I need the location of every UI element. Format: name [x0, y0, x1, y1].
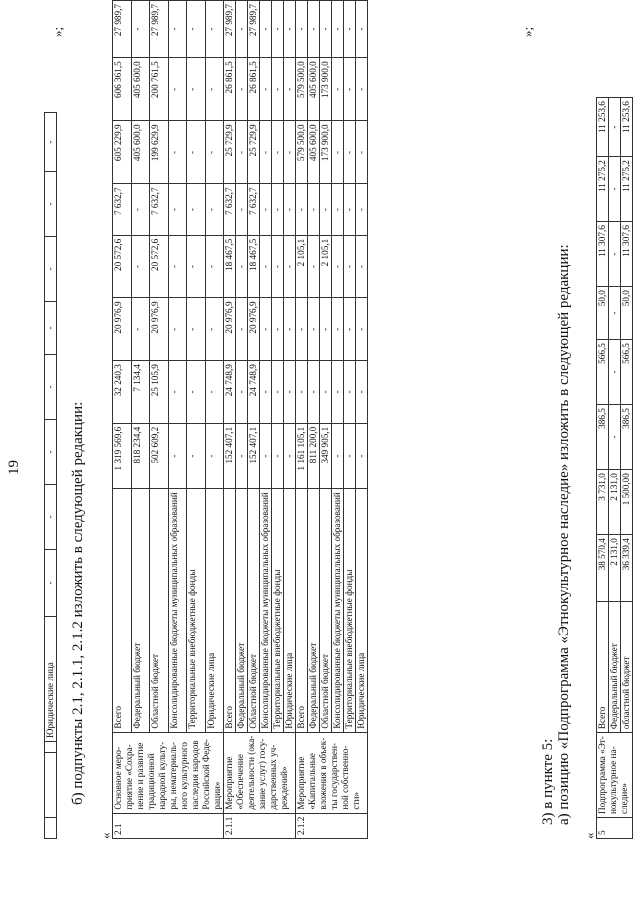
value-cell: -	[356, 423, 368, 489]
value-cell: -	[131, 184, 150, 235]
value-cell: -	[168, 423, 187, 489]
value-cell: -	[609, 157, 621, 222]
value-cell: 18 467,5	[248, 235, 260, 298]
value-cell: -	[344, 235, 356, 298]
top-table	[44, 112, 57, 839]
value-cell: 25 729,9	[248, 121, 260, 184]
table-row	[168, 1, 187, 839]
table-row	[609, 98, 621, 839]
value-cell: 818 234,4	[131, 423, 150, 489]
value-cell: -	[236, 1, 248, 58]
value-cell: -	[344, 361, 356, 424]
open-quote-bottom: «	[582, 832, 597, 839]
value-cell: -	[205, 298, 224, 361]
table-row	[320, 1, 332, 839]
table-row	[272, 1, 284, 839]
value-cell: -	[609, 405, 621, 470]
table-cell: -	[45, 355, 57, 420]
value-cell: -	[344, 58, 356, 121]
measure-name-line: Мероприятие	[224, 756, 234, 810]
table-cell	[45, 753, 57, 818]
measure-name-line: «Капитальные	[307, 753, 317, 810]
measure-name	[224, 732, 296, 813]
table-row	[621, 98, 633, 839]
value-cell: -	[344, 1, 356, 58]
value-cell: 25 729,9	[224, 121, 236, 184]
value-cell: -	[332, 58, 344, 121]
value-cell: -	[356, 298, 368, 361]
value-cell: -	[356, 235, 368, 298]
value-cell: 27 989,7	[150, 1, 169, 58]
value-cell: -	[272, 298, 284, 361]
source-cell: Консолидированные бюджеты муниципальных образований	[332, 489, 344, 732]
value-cell: -	[296, 361, 308, 424]
value-cell: 20 572,6	[113, 235, 132, 298]
measure-name-line: реждений»	[279, 766, 289, 810]
value-cell: 173 900,0	[320, 58, 332, 121]
value-cell: -	[308, 184, 320, 235]
table-row	[131, 1, 150, 839]
source-cell: Юридические лица	[284, 489, 296, 732]
value-cell: 2 105,1	[296, 235, 308, 298]
value-cell: -	[344, 184, 356, 235]
source-cell: Всего	[224, 489, 236, 732]
table-row	[45, 113, 57, 839]
heading-a: а) позицию «Подпрограмма «Этнокультурное наследие» изложить в следующей редакции:	[556, 244, 572, 825]
value-cell: -	[168, 298, 187, 361]
value-cell: -	[205, 235, 224, 298]
table-row	[236, 1, 248, 839]
source-cell: Территориальные внебюджетные фонды	[272, 489, 284, 732]
table-cell: -	[45, 237, 57, 302]
value-cell: 20 572,6	[150, 235, 169, 298]
source-cell: Областной бюджет	[320, 489, 332, 732]
subprogram-name-line: Подпрограмма «Эт-	[597, 736, 607, 814]
table-cell: -	[45, 420, 57, 485]
source-cell: Федеральный бюджет	[609, 602, 621, 733]
source-cell: Федеральный бюджет	[131, 489, 150, 732]
value-cell: 579 500,0	[296, 121, 308, 184]
value-cell: 38 570,4	[597, 535, 609, 602]
value-cell: -	[284, 121, 296, 184]
value-cell: -	[272, 235, 284, 298]
measure-name-line: рации»	[212, 781, 222, 810]
value-cell: -	[236, 235, 248, 298]
value-cell: 2 131,0	[609, 470, 621, 535]
close-quote-main: »;	[520, 26, 535, 37]
value-cell: -	[308, 235, 320, 298]
value-cell: 349 905,1	[320, 423, 332, 489]
value-cell: -	[260, 423, 272, 489]
value-cell: 1 319 569,6	[113, 423, 132, 489]
measure-name-line: «Обеспечение	[235, 754, 245, 810]
subprogram-name-line: нокультурное на-	[608, 746, 618, 814]
measure-name	[113, 732, 224, 813]
value-cell: -	[284, 184, 296, 235]
value-cell: -	[332, 423, 344, 489]
table-cell	[45, 818, 57, 839]
value-cell: 152 407,1	[224, 423, 236, 489]
value-cell: 25 105,9	[150, 361, 169, 424]
value-cell: -	[168, 361, 187, 424]
value-cell: 11 307,6	[621, 222, 633, 287]
value-cell: -	[272, 423, 284, 489]
subprogram-name-line: следие»	[619, 783, 629, 814]
value-cell: -	[236, 121, 248, 184]
value-cell: 24 748,9	[224, 361, 236, 424]
value-cell: -	[187, 121, 206, 184]
measure-name-line: приятие «Сохра-	[124, 744, 134, 810]
value-cell: -	[344, 121, 356, 184]
value-cell: 386,5	[597, 405, 609, 470]
close-quote-top: »;	[50, 26, 65, 37]
value-cell: 32 240,3	[113, 361, 132, 424]
value-cell: -	[332, 298, 344, 361]
heading-b: б) подпункты 2.1, 2.1.1, 2.1.2 изложить в следующей редакции:	[70, 401, 86, 805]
value-cell: 20 976,9	[113, 298, 132, 361]
measure-name-line: деятельности (ока-	[246, 735, 256, 810]
table-row	[308, 1, 320, 839]
value-cell: -	[320, 298, 332, 361]
value-cell: 7 632,7	[113, 184, 132, 235]
row-number: 5	[597, 818, 633, 839]
point-3: 3) в пункте 5:	[540, 738, 556, 825]
row-number: 2.1.1	[224, 813, 296, 838]
value-cell: 405 600,0	[131, 58, 150, 121]
value-cell: -	[236, 58, 248, 121]
value-cell: -	[131, 298, 150, 361]
measure-name-line: ной собственно-	[340, 745, 350, 810]
value-cell: 1 161 105,1	[296, 423, 308, 489]
value-cell: -	[296, 1, 308, 58]
value-cell: -	[308, 1, 320, 58]
table-row	[332, 1, 344, 839]
value-cell: 566,5	[597, 340, 609, 405]
value-cell: 7 632,7	[248, 184, 260, 235]
table-cell: -	[45, 113, 57, 172]
measure-name-line: ры, нематериаль-	[168, 742, 178, 810]
value-cell: -	[296, 184, 308, 235]
measure-name	[296, 732, 368, 813]
value-cell: -	[284, 361, 296, 424]
table-cell: Юридические лица	[45, 617, 57, 742]
value-cell: -	[187, 58, 206, 121]
value-cell: -	[332, 1, 344, 58]
value-cell: 50,0	[597, 287, 609, 340]
value-cell: -	[296, 298, 308, 361]
value-cell: -	[609, 222, 621, 287]
value-cell: -	[332, 184, 344, 235]
measure-name-line: Мероприятие	[296, 756, 306, 810]
value-cell: 18 467,5	[224, 235, 236, 298]
table-cell: -	[45, 302, 57, 355]
table-row	[187, 1, 206, 839]
value-cell: -	[260, 1, 272, 58]
value-cell: -	[168, 235, 187, 298]
value-cell: -	[609, 98, 621, 157]
value-cell: 3 731,0	[597, 470, 609, 535]
value-cell: 24 748,9	[248, 361, 260, 424]
measure-name-line: вложения в объек-	[318, 737, 328, 810]
value-cell: -	[344, 298, 356, 361]
measure-name-line: зание услуг) госу-	[257, 738, 267, 810]
value-cell: -	[356, 184, 368, 235]
value-cell: -	[356, 121, 368, 184]
table-row	[296, 1, 308, 839]
value-cell: -	[356, 58, 368, 121]
value-cell: -	[168, 121, 187, 184]
value-cell: 7 134,4	[131, 361, 150, 424]
value-cell: 7 632,7	[150, 184, 169, 235]
value-cell: -	[205, 1, 224, 58]
value-cell: -	[131, 235, 150, 298]
value-cell: 11 275,2	[597, 157, 609, 222]
value-cell: -	[356, 361, 368, 424]
measure-name-line: наследия народов	[190, 740, 200, 810]
measure-name-line: Основное меро-	[113, 746, 123, 810]
value-cell: -	[187, 361, 206, 424]
value-cell: -	[187, 298, 206, 361]
measure-name-line: ного культурного	[179, 742, 189, 810]
measure-name-line: традиционной	[146, 753, 156, 810]
value-cell: 1 500,00	[621, 470, 633, 535]
value-cell: -	[320, 1, 332, 58]
source-cell: Юридические лица	[356, 489, 368, 732]
value-cell: -	[284, 1, 296, 58]
row-number: 2.1	[113, 813, 224, 838]
value-cell: 606 361,5	[113, 58, 132, 121]
value-cell: -	[236, 298, 248, 361]
value-cell: 405 600,0	[131, 121, 150, 184]
value-cell: 405 600,0	[308, 121, 320, 184]
measure-name-line: нение и развитие	[135, 742, 145, 810]
page-number: 19	[6, 460, 22, 475]
table-row	[205, 1, 224, 839]
value-cell: -	[272, 1, 284, 58]
value-cell: -	[205, 423, 224, 489]
value-cell: -	[332, 361, 344, 424]
value-cell: -	[284, 235, 296, 298]
value-cell: 7 632,7	[224, 184, 236, 235]
source-cell: Консолидированные бюджеты муниципальных образований	[168, 489, 187, 732]
value-cell: 11 253,6	[621, 98, 633, 157]
value-cell: 605 229,9	[113, 121, 132, 184]
value-cell: 566,5	[621, 340, 633, 405]
table-row	[356, 1, 368, 839]
value-cell: -	[205, 121, 224, 184]
value-cell: 11 253,6	[597, 98, 609, 157]
source-cell: Территориальные внебюджетные фонды	[187, 489, 206, 732]
value-cell: -	[320, 361, 332, 424]
value-cell: -	[284, 58, 296, 121]
value-cell: -	[187, 184, 206, 235]
measure-name-line: ты государствен-	[329, 743, 339, 810]
table-row	[344, 1, 356, 839]
value-cell: -	[205, 361, 224, 424]
value-cell: -	[260, 235, 272, 298]
source-cell: Всего	[597, 602, 609, 733]
open-quote: «	[98, 832, 113, 839]
value-cell: 811 200,0	[308, 423, 320, 489]
value-cell: -	[320, 184, 332, 235]
value-cell: -	[205, 58, 224, 121]
value-cell: -	[308, 361, 320, 424]
value-cell: -	[168, 1, 187, 58]
table-cell: -	[45, 172, 57, 237]
table-row	[150, 1, 169, 839]
value-cell: -	[272, 58, 284, 121]
value-cell: -	[332, 235, 344, 298]
value-cell: -	[272, 184, 284, 235]
source-cell: Консолидированные бюджеты муниципальных образований	[260, 489, 272, 732]
subprogram-name	[597, 733, 633, 818]
value-cell: -	[131, 1, 150, 58]
source-cell: Юридические лица	[205, 489, 224, 732]
table-cell	[45, 742, 57, 753]
value-cell: -	[356, 1, 368, 58]
value-cell: 386,5	[621, 405, 633, 470]
table-row	[260, 1, 272, 839]
source-cell: Федеральный бюджет	[236, 489, 248, 732]
table-cell: -	[45, 550, 57, 617]
source-cell: областной бюджет	[621, 602, 633, 733]
value-cell: 2 105,1	[320, 235, 332, 298]
table-row	[597, 98, 609, 839]
value-cell: -	[284, 298, 296, 361]
table-row	[113, 1, 132, 839]
value-cell: -	[260, 298, 272, 361]
measure-name-line: сти»	[351, 792, 361, 810]
value-cell: -	[609, 340, 621, 405]
value-cell: 173 900,0	[320, 121, 332, 184]
source-cell: Федеральный бюджет	[308, 489, 320, 732]
value-cell: 20 976,9	[224, 298, 236, 361]
value-cell: -	[187, 235, 206, 298]
value-cell: -	[205, 184, 224, 235]
value-cell: -	[272, 121, 284, 184]
measure-name-line: народной культу-	[157, 741, 167, 810]
value-cell: 152 407,1	[248, 423, 260, 489]
value-cell: -	[168, 184, 187, 235]
value-cell: -	[187, 423, 206, 489]
table-row	[224, 1, 236, 839]
value-cell: -	[308, 298, 320, 361]
value-cell: -	[187, 1, 206, 58]
value-cell: -	[332, 121, 344, 184]
value-cell: -	[272, 361, 284, 424]
value-cell: -	[260, 184, 272, 235]
source-cell: Всего	[296, 489, 308, 732]
value-cell: -	[260, 361, 272, 424]
value-cell: 26 861,5	[248, 58, 260, 121]
source-cell: Территориальные внебюджетные фонды	[344, 489, 356, 732]
value-cell: 199 629,9	[150, 121, 169, 184]
value-cell: 26 861,5	[224, 58, 236, 121]
table-row	[284, 1, 296, 839]
table-cell: -	[45, 485, 57, 550]
measure-name-line: дарственных уч-	[268, 744, 278, 810]
value-cell: -	[284, 423, 296, 489]
value-cell: 20 976,9	[248, 298, 260, 361]
main-table	[112, 0, 368, 839]
value-cell: 2 131,0	[609, 535, 621, 602]
value-cell: 27 989,7	[113, 1, 132, 58]
value-cell: 36 339,4	[621, 535, 633, 602]
value-cell: 11 307,6	[597, 222, 609, 287]
row-number: 2.1.2	[296, 813, 368, 838]
bottom-table	[596, 97, 633, 839]
value-cell: 405 600,0	[308, 58, 320, 121]
value-cell: 502 609,2	[150, 423, 169, 489]
source-cell: Областной бюджет	[150, 489, 169, 732]
table-row	[248, 1, 260, 839]
value-cell: 50,0	[621, 287, 633, 340]
value-cell: -	[260, 58, 272, 121]
source-cell: Областной бюджет	[248, 489, 260, 732]
value-cell: 27 989,7	[248, 1, 260, 58]
value-cell: 11 275,2	[621, 157, 633, 222]
value-cell: 27 989,7	[224, 1, 236, 58]
value-cell: 579 500,0	[296, 58, 308, 121]
value-cell: 200 761,5	[150, 58, 169, 121]
value-cell: -	[236, 184, 248, 235]
value-cell: -	[236, 361, 248, 424]
measure-name-line: Российской Феде-	[201, 739, 211, 810]
value-cell: -	[609, 287, 621, 340]
value-cell: 20 976,9	[150, 298, 169, 361]
value-cell: -	[236, 423, 248, 489]
value-cell: -	[168, 58, 187, 121]
value-cell: -	[344, 423, 356, 489]
value-cell: -	[260, 121, 272, 184]
source-cell: Всего	[113, 489, 132, 732]
